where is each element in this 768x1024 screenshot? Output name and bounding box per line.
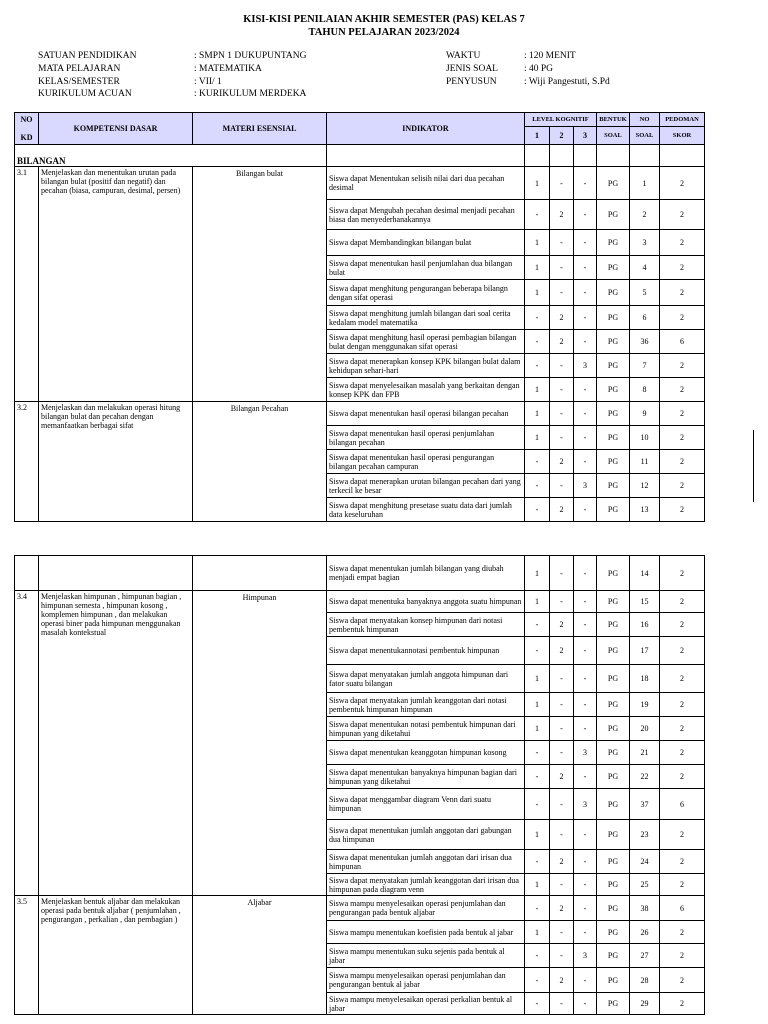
bentuk-soal-cell: PG — [597, 280, 630, 306]
meta-right — [446, 50, 610, 88]
level-3-cell: - — [574, 921, 597, 944]
bentuk-soal-cell: PG — [597, 230, 630, 256]
skor-cell: 2 — [660, 591, 705, 613]
indikator-cell: Siswa dapat menentukan hasil operasi penjumlahan bilangan pecahan — [327, 426, 525, 450]
level-3-cell: - — [574, 556, 597, 591]
bentuk-soal-cell: PG — [597, 896, 630, 921]
scroll-indicator — [753, 430, 754, 502]
header-soal: SOAL — [597, 127, 630, 145]
bentuk-soal-cell: PG — [597, 820, 630, 850]
bentuk-soal-cell: PG — [597, 874, 630, 896]
kompetensi-text: Menjelaskan himpunan , himpunan bagian , himpunan semesta , himpunan kosong , komplemen himpunan , dan melakukan operasi biner pada himpunan menggunakan masalah kontekstual — [41, 592, 182, 637]
meta-value: : VII/ 1 — [194, 76, 222, 87]
materi-esensial: Bilangan Pecahan — [193, 402, 327, 522]
indikator-cell: Siswa dapat menghitung presetase suatu data dari jumlah data keseluruhan — [327, 498, 525, 522]
level-3-cell: - — [574, 693, 597, 717]
level-3-cell: - — [574, 402, 597, 426]
bentuk-soal-cell: PG — [597, 306, 630, 330]
no-soal-cell: 12 — [630, 474, 660, 498]
skor-cell: 2 — [660, 230, 705, 256]
indikator-cell: Siswa dapat menentuka banyaknya anggota suatu himpunan — [327, 591, 525, 613]
level-2-cell: 2 — [550, 765, 574, 789]
level-2-cell: - — [550, 693, 574, 717]
no-soal-cell: 36 — [630, 330, 660, 354]
table-row — [15, 402, 705, 426]
kompetensi-text: Menjelaskan dan menentukan urutan pada bilangan bulat (positif dan negatif) dan pecahan (biasa, campuran, desimal, persen) — [41, 168, 181, 195]
level-2-cell: 2 — [550, 498, 574, 522]
level-2-cell: - — [550, 921, 574, 944]
level-2-cell: 2 — [550, 613, 574, 637]
indikator-cell: Siswa dapat menentukan jumlah bilangan yang diubah menjadi empat bagian — [327, 556, 525, 591]
skor-cell: 2 — [660, 556, 705, 591]
document-title: KISI-KISI PENILAIAN AKHIR SEMESTER (PAS) KELAS 7 — [243, 14, 525, 25]
level-3-cell: - — [574, 230, 597, 256]
meta-row — [38, 88, 306, 101]
level-2-cell: 2 — [550, 850, 574, 874]
level-3-cell: - — [574, 280, 597, 306]
meta-label: SATUAN PENDIDIKAN — [38, 51, 137, 61]
kompetensi-dasar — [39, 591, 193, 896]
level-3-cell: 3 — [574, 741, 597, 765]
level-3-cell: - — [574, 820, 597, 850]
indikator-cell: Siswa dapat Membandingkan bilangan bulat — [327, 230, 525, 256]
kisi-table-page1 — [14, 112, 705, 522]
skor-cell: 2 — [660, 850, 705, 874]
meta-label: MATA PELAJARAN — [38, 63, 121, 74]
table-row — [15, 167, 705, 200]
section-blank-cell — [660, 145, 705, 167]
bentuk-soal-cell: PG — [597, 921, 630, 944]
no-soal-cell: 2 — [630, 200, 660, 230]
header-level-1: 1 — [525, 127, 550, 145]
indikator-cell: Siswa dapat menentukan keanggotan himpunan kosong — [327, 741, 525, 765]
skor-cell: 2 — [660, 637, 705, 665]
skor-cell: 2 — [660, 256, 705, 280]
meta-row — [38, 76, 306, 89]
level-3-cell: - — [574, 896, 597, 921]
kd-number: 3.1 — [15, 167, 39, 402]
bentuk-soal-cell: PG — [597, 637, 630, 665]
indikator-cell: Siswa dapat menerapkan konsep KPK bilangan bulat dalam kehidupan sehari-hari — [327, 354, 525, 378]
skor-cell: 2 — [660, 498, 705, 522]
level-1-cell: - — [525, 306, 550, 330]
level-3-cell: - — [574, 256, 597, 280]
level-2-cell: - — [550, 167, 574, 200]
skor-cell: 2 — [660, 354, 705, 378]
kd-number — [15, 556, 39, 591]
level-3-cell: 3 — [574, 944, 597, 968]
level-1-cell: 1 — [525, 556, 550, 591]
level-2-cell: - — [550, 717, 574, 741]
level-1-cell: 1 — [525, 402, 550, 426]
level-1-cell: 1 — [525, 280, 550, 306]
level-1-cell: - — [525, 474, 550, 498]
header-kompetensi: KOMPETENSI DASAR — [39, 113, 193, 145]
meta-value: : MATEMATIKA — [194, 63, 262, 74]
level-2-cell: - — [550, 474, 574, 498]
bentuk-soal-cell: PG — [597, 850, 630, 874]
bentuk-soal-cell: PG — [597, 789, 630, 820]
no-soal-cell: 27 — [630, 944, 660, 968]
level-3-cell: - — [574, 378, 597, 402]
meta-row — [446, 63, 610, 76]
level-3-cell: 3 — [574, 789, 597, 820]
materi-esensial: Bilangan bulat — [193, 167, 327, 402]
indikator-cell: Siswa dapat menyatakan konsep himpunan dari notasi pembentuk himpunan — [327, 613, 525, 637]
level-1-cell: 1 — [525, 230, 550, 256]
level-2-cell: - — [550, 402, 574, 426]
no-soal-cell: 5 — [630, 280, 660, 306]
indikator-cell: Siswa dapat menentukan jumlah anggotan dari irisan dua himpunan — [327, 850, 525, 874]
indikator-cell: Siswa mampu menentukan koefisien pada bentuk al jabar — [327, 921, 525, 944]
meta-label: KELAS/SEMESTER — [38, 76, 120, 87]
bentuk-soal-cell: PG — [597, 426, 630, 450]
level-1-cell: 1 — [525, 256, 550, 280]
level-3-cell: - — [574, 591, 597, 613]
bentuk-soal-cell: PG — [597, 474, 630, 498]
level-3-cell: - — [574, 637, 597, 665]
level-2-cell: - — [550, 874, 574, 896]
skor-cell: 2 — [660, 921, 705, 944]
bentuk-soal-cell: PG — [597, 944, 630, 968]
no-soal-cell: 22 — [630, 765, 660, 789]
skor-cell: 2 — [660, 717, 705, 741]
skor-cell: 2 — [660, 741, 705, 765]
document-subtitle: TAHUN PELAJARAN 2023/2024 — [308, 27, 460, 38]
indikator-cell: Siswa dapat menentukan jumlah anggotan dari gabungan dua himpunan — [327, 820, 525, 850]
kd-number: 3.2 — [15, 402, 39, 522]
bentuk-soal-cell: PG — [597, 693, 630, 717]
no-soal-cell: 14 — [630, 556, 660, 591]
level-3-cell: - — [574, 993, 597, 1015]
meta-label: WAKTU — [446, 51, 481, 61]
meta-row — [38, 50, 306, 63]
indikator-cell: Siswa dapat menentukan notasi pembentuk himpunan dari himpunan yang diketahui — [327, 717, 525, 741]
no-soal-cell: 10 — [630, 426, 660, 450]
no-soal-cell: 23 — [630, 820, 660, 850]
skor-cell: 6 — [660, 789, 705, 820]
level-3-cell: - — [574, 330, 597, 354]
bentuk-soal-cell: PG — [597, 968, 630, 993]
level-1-cell: - — [525, 993, 550, 1015]
bentuk-soal-cell: PG — [597, 378, 630, 402]
level-1-cell: - — [525, 944, 550, 968]
indikator-cell: Siswa mampu menyelesaikan operasi penjumlahan dan pengurangan pada bentuk aljabar — [327, 896, 525, 921]
level-2-cell: 2 — [550, 306, 574, 330]
level-1-cell: - — [525, 637, 550, 665]
indikator-cell: Siswa dapat Menentukan selisih nilai dari dua pecahan desimal — [327, 167, 525, 200]
kisi-table-page2 — [14, 555, 705, 1015]
indikator-cell: Siswa mampu menyelesaikan operasi penjumlahan dan pengurangan bentuk al jabar — [327, 968, 525, 993]
level-3-cell: - — [574, 613, 597, 637]
kompetensi-text: Menjelaskan bentuk aljabar dan melakukan operasi pada bentuk aljabar ( penjumlahan , pengurangan , perkalian , dan pembagian ) — [41, 897, 181, 924]
level-2-cell: - — [550, 426, 574, 450]
bentuk-soal-cell: PG — [597, 450, 630, 474]
indikator-cell: Siswa dapat menghitung jumlah bilangan dari soal cerita kedalam model matematika — [327, 306, 525, 330]
level-1-cell: 1 — [525, 921, 550, 944]
bentuk-soal-cell: PG — [597, 613, 630, 637]
no-soal-cell: 21 — [630, 741, 660, 765]
level-3-cell: - — [574, 450, 597, 474]
level-1-cell: 1 — [525, 167, 550, 200]
skor-cell: 6 — [660, 330, 705, 354]
level-1-cell: 1 — [525, 874, 550, 896]
meta-label: JENIS SOAL — [446, 63, 498, 74]
kompetensi-text: Menjelaskan dan melakukan operasi hitung bilangan bulat dan pecahan dengan memanfaatkan berbagai sifat — [41, 403, 181, 430]
level-2-cell: - — [550, 993, 574, 1015]
indikator-cell: Siswa dapat menentukan banyaknya himpunan bagian dari himpunan yang diketahui — [327, 765, 525, 789]
level-3-cell: - — [574, 874, 597, 896]
meta-value: : KURIKULUM MERDEKA — [194, 89, 307, 100]
bentuk-soal-cell: PG — [597, 200, 630, 230]
level-1-cell: - — [525, 968, 550, 993]
level-1-cell: - — [525, 330, 550, 354]
no-soal-cell: 8 — [630, 378, 660, 402]
no-soal-cell: 16 — [630, 613, 660, 637]
meta-label: PENYUSUN — [446, 76, 497, 87]
skor-cell: 2 — [660, 200, 705, 230]
skor-cell: 2 — [660, 378, 705, 402]
materi-esensial: Aljabar — [193, 896, 327, 1015]
level-2-cell: 2 — [550, 330, 574, 354]
header-bentuk: BENTUK — [597, 113, 630, 127]
header-skor: SKOR — [660, 127, 705, 145]
section-blank-cell — [574, 145, 597, 167]
kompetensi-dasar — [39, 556, 193, 591]
skor-cell: 2 — [660, 944, 705, 968]
level-3-cell: - — [574, 426, 597, 450]
bentuk-soal-cell: PG — [597, 591, 630, 613]
bentuk-soal-cell: PG — [597, 498, 630, 522]
kompetensi-dasar — [39, 402, 193, 522]
level-1-cell: - — [525, 450, 550, 474]
skor-cell: 2 — [660, 167, 705, 200]
no-soal-cell: 26 — [630, 921, 660, 944]
indikator-cell: Siswa dapat menggambar diagram Venn dari suatu himpunan — [327, 789, 525, 820]
materi-esensial: Himpunan — [193, 591, 327, 896]
no-soal-cell: 18 — [630, 665, 660, 693]
level-2-cell: - — [550, 789, 574, 820]
level-3-cell: - — [574, 167, 597, 200]
no-soal-cell: 9 — [630, 402, 660, 426]
section-blank-cell — [327, 145, 525, 167]
level-1-cell: - — [525, 850, 550, 874]
skor-cell: 2 — [660, 874, 705, 896]
indikator-cell: Siswa mampu menyelesaikan operasi perkalian bentuk al jabar — [327, 993, 525, 1015]
level-1-cell: - — [525, 613, 550, 637]
indikator-cell: Siswa dapat menghitung pengurangan beberapa bilangn dengan sifat operasi — [327, 280, 525, 306]
level-1-cell: - — [525, 741, 550, 765]
level-2-cell: 2 — [550, 896, 574, 921]
level-1-cell: 1 — [525, 378, 550, 402]
indikator-cell: Siswa dapat Mengubah pecahan desimal menjadi pecahan biasa dan menyederhanakannya — [327, 200, 525, 230]
skor-cell: 2 — [660, 613, 705, 637]
meta-row — [446, 50, 610, 63]
no-soal-cell: 15 — [630, 591, 660, 613]
meta-left — [38, 50, 306, 101]
no-soal-cell: 29 — [630, 993, 660, 1015]
meta-label: KURIKULUM ACUAN — [38, 89, 132, 100]
no-soal-cell: 20 — [630, 717, 660, 741]
section-row — [15, 145, 705, 167]
skor-cell: 2 — [660, 693, 705, 717]
header-level: LEVEL KOGNITIF — [525, 113, 597, 127]
kd-number: 3.4 — [15, 591, 39, 896]
no-soal-cell: 24 — [630, 850, 660, 874]
level-1-cell: 1 — [525, 820, 550, 850]
skor-cell: 2 — [660, 402, 705, 426]
level-3-cell: 3 — [574, 354, 597, 378]
indikator-cell: Siswa dapat menyatakan jumlah keanggotan dari notasi pembentuk himpunan himpunan — [327, 693, 525, 717]
level-2-cell: 2 — [550, 200, 574, 230]
level-3-cell: - — [574, 498, 597, 522]
no-soal-cell: 3 — [630, 230, 660, 256]
indikator-cell: Siswa dapat menerapkan urutan bilangan pecahan dari yang terkecil ke besar — [327, 474, 525, 498]
indikator-cell: Siswa mampu menentukan suku sejenis pada bentuk al jabar — [327, 944, 525, 968]
level-2-cell: 2 — [550, 637, 574, 665]
table-row — [15, 591, 705, 613]
indikator-cell: Siswa dapat menyatakan jumlah keanggotan dari irisan dua himpunan pada diagram venn — [327, 874, 525, 896]
meta-row — [446, 76, 610, 89]
section-blank-cell — [597, 145, 630, 167]
bentuk-soal-cell: PG — [597, 993, 630, 1015]
level-3-cell: - — [574, 968, 597, 993]
level-2-cell: - — [550, 820, 574, 850]
header-soal-no: SOAL — [630, 127, 660, 145]
bentuk-soal-cell: PG — [597, 330, 630, 354]
skor-cell: 2 — [660, 820, 705, 850]
skor-cell: 2 — [660, 426, 705, 450]
level-3-cell: - — [574, 765, 597, 789]
level-1-cell: - — [525, 498, 550, 522]
header-pedoman: PEDOMAN — [660, 113, 705, 127]
level-2-cell: - — [550, 354, 574, 378]
bentuk-soal-cell: PG — [597, 556, 630, 591]
section-blank-cell — [550, 145, 574, 167]
section-blank-cell — [525, 145, 550, 167]
meta-value: : 40 PG — [524, 63, 554, 74]
indikator-cell: Siswa dapat menentukan hasil operasi pengurangan bilangan pecahan campuran — [327, 450, 525, 474]
level-2-cell: - — [550, 280, 574, 306]
bentuk-soal-cell: PG — [597, 256, 630, 280]
no-soal-cell: 38 — [630, 896, 660, 921]
no-soal-cell: 25 — [630, 874, 660, 896]
level-2-cell: - — [550, 556, 574, 591]
bentuk-soal-cell: PG — [597, 402, 630, 426]
skor-cell: 6 — [660, 896, 705, 921]
skor-cell: 2 — [660, 665, 705, 693]
skor-cell: 2 — [660, 765, 705, 789]
meta-row — [38, 63, 306, 76]
level-2-cell: - — [550, 230, 574, 256]
indikator-cell: Siswa dapat menyelesaikan masalah yang berkaitan dengan konsep KPK dan FPB — [327, 378, 525, 402]
level-1-cell: 1 — [525, 693, 550, 717]
skor-cell: 2 — [660, 306, 705, 330]
no-soal-cell: 28 — [630, 968, 660, 993]
bentuk-soal-cell: PG — [597, 354, 630, 378]
level-2-cell: - — [550, 256, 574, 280]
meta-value: : Wiji Pangestuti, S.Pd — [524, 76, 610, 87]
no-soal-cell: 1 — [630, 167, 660, 200]
header-indikator: INDIKATOR — [327, 113, 525, 145]
level-3-cell: - — [574, 850, 597, 874]
kompetensi-dasar — [39, 896, 193, 1015]
header-level-3: 3 — [574, 127, 597, 145]
level-2-cell: - — [550, 665, 574, 693]
level-3-cell: - — [574, 200, 597, 230]
indikator-cell: Siswa dapat menghitung hasil operasi pembagian bilangan bulat dengan menggunakan sifat operasi — [327, 330, 525, 354]
bentuk-soal-cell: PG — [597, 765, 630, 789]
indikator-cell: Siswa dapat menyatakan jumlah anggota himpunan dari fator suatu bilangan — [327, 665, 525, 693]
level-1-cell: 1 — [525, 591, 550, 613]
table-row — [15, 556, 705, 591]
level-3-cell: 3 — [574, 474, 597, 498]
skor-cell: 2 — [660, 474, 705, 498]
kompetensi-dasar — [39, 167, 193, 402]
materi-esensial — [193, 556, 327, 591]
indikator-cell: Siswa dapat menentukan hasil penjumlahan dua bilangan bulat — [327, 256, 525, 280]
level-1-cell: - — [525, 354, 550, 378]
no-soal-cell: 13 — [630, 498, 660, 522]
no-soal-cell: 37 — [630, 789, 660, 820]
no-soal-cell: 17 — [630, 637, 660, 665]
meta-value: : 120 MENIT — [524, 51, 576, 61]
level-1-cell: - — [525, 200, 550, 230]
level-1-cell: 1 — [525, 426, 550, 450]
level-2-cell: - — [550, 378, 574, 402]
kd-number: 3.5 — [15, 896, 39, 1015]
level-1-cell: - — [525, 896, 550, 921]
level-3-cell: - — [574, 717, 597, 741]
level-2-cell: 2 — [550, 968, 574, 993]
skor-cell: 2 — [660, 450, 705, 474]
level-1-cell: - — [525, 789, 550, 820]
meta-value: : SMPN 1 DUKUPUNTANG — [194, 51, 307, 61]
bentuk-soal-cell: PG — [597, 741, 630, 765]
level-2-cell: - — [550, 944, 574, 968]
level-2-cell: - — [550, 741, 574, 765]
level-2-cell: 2 — [550, 450, 574, 474]
header-level-2: 2 — [550, 127, 574, 145]
skor-cell: 2 — [660, 993, 705, 1015]
no-soal-cell: 11 — [630, 450, 660, 474]
section-blank-cell — [630, 145, 660, 167]
bentuk-soal-cell: PG — [597, 167, 630, 200]
bentuk-soal-cell: PG — [597, 665, 630, 693]
level-1-cell: 1 — [525, 665, 550, 693]
header-no-soal: NO — [630, 113, 660, 127]
no-soal-cell: 4 — [630, 256, 660, 280]
indikator-cell: Siswa dapat menentukan hasil operasi bilangan pecahan — [327, 402, 525, 426]
level-2-cell: - — [550, 591, 574, 613]
level-1-cell: - — [525, 765, 550, 789]
table-row — [15, 896, 705, 921]
header-no-kd: NO KD — [15, 113, 39, 145]
header-materi: MATERI ESENSIAL — [193, 113, 327, 145]
bentuk-soal-cell: PG — [597, 717, 630, 741]
no-soal-cell: 19 — [630, 693, 660, 717]
level-3-cell: - — [574, 306, 597, 330]
no-soal-cell: 7 — [630, 354, 660, 378]
section-label-bilangan: BILANGAN — [15, 145, 327, 167]
skor-cell: 2 — [660, 280, 705, 306]
level-3-cell: - — [574, 665, 597, 693]
level-1-cell: 1 — [525, 717, 550, 741]
no-soal-cell: 6 — [630, 306, 660, 330]
skor-cell: 2 — [660, 968, 705, 993]
indikator-cell: Siswa dapat menentukannotasi pembentuk himpunan — [327, 637, 525, 665]
